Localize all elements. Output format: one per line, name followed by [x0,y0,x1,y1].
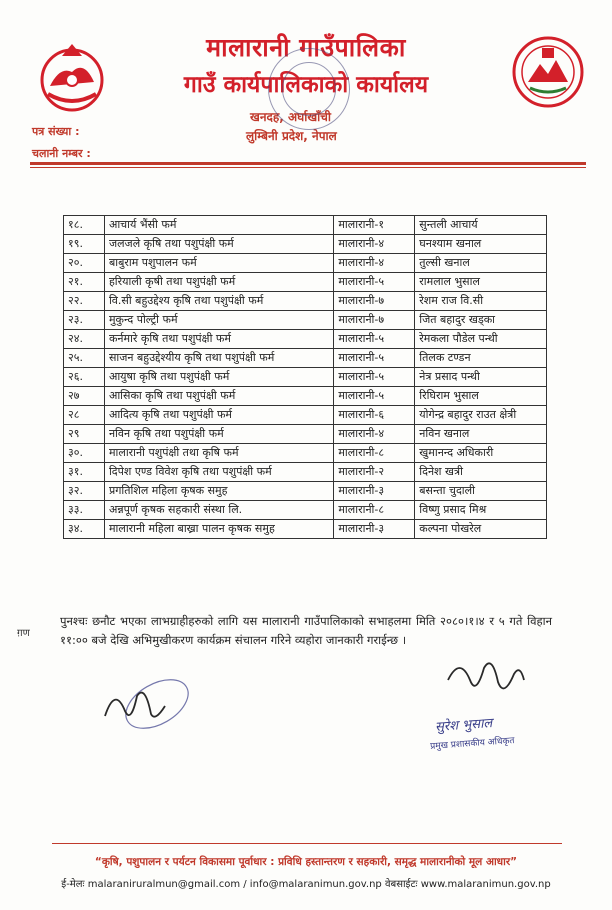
ward-cell: मालारानी-५ [334,273,415,292]
table-row [64,235,547,254]
header-divider [30,162,586,165]
office-stamp-inner [282,62,336,116]
contact-person-cell: रेमकला पौडेल पन्थी [415,330,547,349]
address-line-1: खनदह, अर्घाखाँची [250,110,331,124]
farm-name-cell: नविन कृषि तथा पशुपंक्षी फर्म [104,425,333,444]
table-row [64,349,547,368]
footer-divider [52,843,562,844]
table-row [64,482,547,501]
contact-person-cell: घनश्याम खनाल [415,235,547,254]
farm-name-cell: कर्नमारे कृषि तथा पशुपंक्षी फर्म [104,330,333,349]
contact-person-cell: सुन्तली आचार्य [415,216,547,235]
farm-name-cell: जलजले कृषि तथा पशुपंक्षी फर्म [104,235,333,254]
ward-cell: मालारानी-६ [334,406,415,425]
signatory-title: प्रमुख प्रशासकीय अधिकृत [429,736,515,752]
ward-cell: मालारानी-५ [334,387,415,406]
contact-person-cell: बसन्ता चुदाली [415,482,547,501]
serial-cell: २९ [64,425,105,444]
ward-cell: मालारानी-५ [334,349,415,368]
serial-cell: २८ [64,406,105,425]
contact-person-cell: तिलक टण्डन [415,349,547,368]
contact-person-cell: योगेन्द्र बहादुर राउत क्षेत्री [415,406,547,425]
footer-contact: ई-मेलः malaraniruralmun@gmail.com / info@malaranimun.gov.np वेबसाईटः www.malaranimun.gov.np [61,879,551,890]
table-row [64,425,547,444]
serial-cell: २६. [64,368,105,387]
ward-cell: मालारानी-८ [334,444,415,463]
ward-cell: मालारानी-८ [334,501,415,520]
serial-cell: २४. [64,330,105,349]
margin-note: ग़ण [17,628,30,639]
table-row [64,520,547,539]
address-line-2: लुम्बिनी प्रदेश, नेपाल [246,129,337,143]
ward-cell: मालारानी-१ [334,216,415,235]
signature-scribble [440,650,530,710]
serial-cell: २५. [64,349,105,368]
farm-name-cell: प्रगतिशिल महिला कृषक समुह [104,482,333,501]
farm-name-cell: आदित्य कृषि तथा पशुपंक्षी फर्म [104,406,333,425]
ward-cell: मालारानी-७ [334,311,415,330]
contact-person-cell: कल्पना पोखरेल [415,520,547,539]
farm-name-cell: अन्नपूर्ण कृषक सहकारी संस्था लि. [104,501,333,520]
contact-person-cell: रामलाल भुसाल [415,273,547,292]
ward-cell: मालारानी-७ [334,292,415,311]
contact-person-cell: नेत्र प्रसाद पन्थी [415,368,547,387]
signatory-name: सुरेश भुसाल [434,716,493,735]
farm-name-cell: वि.सी बहुउद्देश्य कृषि तथा पशुपंक्षी फर्म [104,292,333,311]
farm-name-cell: साजन बहुउद्देश्यीय कृषि तथा पशुपंक्षी फर्म [104,349,333,368]
contact-person-cell: तुल्सी खनाल [415,254,547,273]
serial-cell: २७ [64,387,105,406]
serial-cell: ३३. [64,501,105,520]
contact-person-cell: खुमानन्द अधिकारी [415,444,547,463]
office-title: मालारानी गाउँपालिका [206,33,406,62]
contact-person-cell: रिघिराम भुसाल [415,387,547,406]
contact-person-cell: रेशम राज वि.सी [415,292,547,311]
serial-cell: २२. [64,292,105,311]
table-row [64,216,547,235]
beneficiary-table [63,215,547,539]
farm-name-cell: बाबुराम पशुपालन फर्म [104,254,333,273]
farm-name-cell: आसिका कृषि तथा पशुपंक्षी फर्म [104,387,333,406]
notice-paragraph: पुनश्चः छनौट भएका लाभग्राहीहरुको लागि यस मालारानी गाउँपालिकाको सभाहलमा मिति २०८०।१।४ र ५ गते विहान ११:०० बजे देखि अभिमुखीकरण कार्यक्रम संचालन गरिने व्यहोरा जानकारी गराईन्छ । [60,614,552,647]
serial-cell: ३४. [64,520,105,539]
table-row [64,463,547,482]
farm-name-cell: मालारानी महिला बाख्रा पालन कृषक समुह [104,520,333,539]
left-signature-stamp [95,676,205,736]
header-divider-thin [30,167,586,168]
serial-cell: २३. [64,311,105,330]
farm-name-cell: आयुषा कृषि तथा पशुपंक्षी फर्म [104,368,333,387]
ward-cell: मालारानी-५ [334,330,415,349]
ref-number-label: पत्र संख्या : [32,125,80,138]
footer-motto: “कृषि, पशुपालन र पर्यटन विकासमा पूर्वाधार : प्रविधि हस्तान्तरण र सहकारी, समृद्ध मालारानीको मूल आधार” [94,856,518,868]
contact-person-cell: दिनेश खत्री [415,463,547,482]
serial-cell: १९. [64,235,105,254]
serial-cell: ३१. [64,463,105,482]
table-row [64,311,547,330]
dispatch-number-label: चलानी नम्बर : [32,147,91,160]
farm-name-cell: मालारानी पशुपंक्षी तथा कृषि फर्म [104,444,333,463]
ward-cell: मालारानी-४ [334,254,415,273]
contact-person-cell: जित बहादुर खड्का [415,311,547,330]
ward-cell: मालारानी-४ [334,425,415,444]
farm-name-cell: आचार्य भैंसी फर्म [104,216,333,235]
farm-name-cell: मुकुन्द पोल्ट्री फर्म [104,311,333,330]
farm-name-cell: दिपेश एण्ड विवेश कृषि तथा पशुपंक्षी फर्म [104,463,333,482]
farm-name-cell: हरियाली कृषी तथा पशुपंक्षी फर्म [104,273,333,292]
table-row [64,444,547,463]
serial-cell: १८. [64,216,105,235]
table-row [64,501,547,520]
table-row [64,387,547,406]
serial-cell: २०. [64,254,105,273]
contact-person-cell: विष्णु प्रसाद मिश्र [415,501,547,520]
table-row [64,254,547,273]
table-row [64,406,547,425]
serial-cell: ३२. [64,482,105,501]
table-row [64,330,547,349]
contact-person-cell: नविन खनाल [415,425,547,444]
ward-cell: मालारानी-५ [334,368,415,387]
serial-cell: ३०. [64,444,105,463]
office-subtitle: गाउँ कार्यपालिकाको कार्यालय [183,72,429,98]
ward-cell: मालारानी-३ [334,482,415,501]
ward-cell: मालारानी-४ [334,235,415,254]
table-row [64,368,547,387]
table-row [64,273,547,292]
serial-cell: २१. [64,273,105,292]
ward-cell: मालारानी-३ [334,520,415,539]
ward-cell: मालारानी-२ [334,463,415,482]
table-row [64,292,547,311]
